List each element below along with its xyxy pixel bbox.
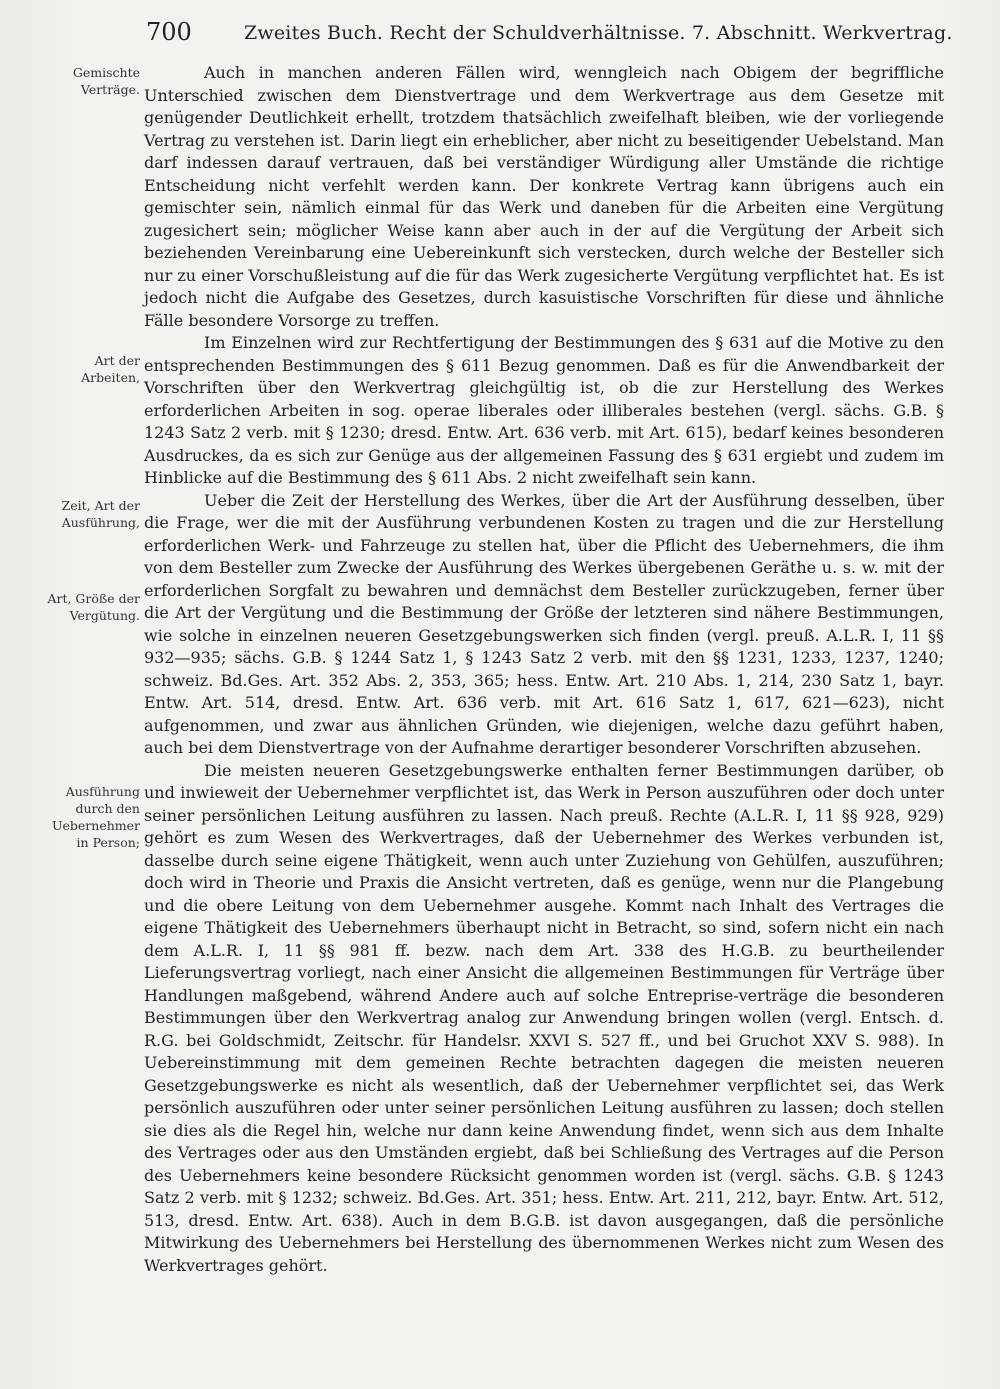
- margin-note-art-groesse-verguetung: Art, Größe der Vergütung.: [47, 591, 140, 623]
- paragraph-type-of-work: Im Einzelnen wird zur Rechtfertigung der Bestimmungen des § 631 auf die Motive zu den entsprechenden Bestimmungen des § 611 Bezug genommen. Daß es für die Anwendbarkeit der Vorschriften über den Werkvertrag gleichgültig ist, ob die zur Herstellung des Werkes erforderlichen Arbeiten in sog. operae liberales oder illiberales bestehen (vergl. sächs. G.B. § 1243 Satz 2 verb. mit § 1230; dresd. Entw. Art. 636 verb. mit Art. 615), bedarf keines besonderen Ausdruckes, da es sich zur Genüge aus der allgemeinen Fassung des § 631 ergiebt und zudem im Hinblicke auf die Bestimmung des § 611 Abs. 2 nicht zweifelhaft sein kann.: [144, 333, 944, 487]
- page-number: 700: [146, 18, 192, 46]
- paragraph-mixed-contracts: Auch in manchen anderen Fällen wird, wenngleich nach Obigem der begriffliche Unterschied zwischen dem Dienstvertrage und dem Werkvertrage aus dem Gesetze mit genügender Deutlichkeit erhellt, trotzdem thatsächlich zweifelhaft bleiben, wie der vorliegende Vertrag zu verstehen ist. Darin liegt ein erheblicher, aber nicht zu beseitigender Uebelstand. Man darf indessen darauf vertrauen, daß bei verständiger Würdigung aller Umstände die richtige Entscheidung nicht verfehlt werden kann. Der konkrete Vertrag kann übrigens auch ein gemischter sein, nämlich einmal für das Werk und daneben für die Arbeiten eine Vergütung zugesichert sein; möglicher Weise kann aber auch in der auf die Vergütung der Arbeit sich beziehenden Vereinbarung eine Uebereinkunft sich verstecken, durch welche der Besteller sich nur zu einer Vorschußleistung auf die für das Werk zugesicherte Vergütung verpflichtet hat. Es ist jedoch nicht die Aufgabe des Gesetzes, durch kasuistische Vorschriften für diese und ähnliche Fälle besondere Vorsorge zu treffen.: [144, 63, 944, 330]
- margin-note-art-der-arbeiten: Art der Arbeiten,: [81, 353, 140, 385]
- body-text: [144, 62, 944, 1277]
- page-header: [0, 18, 1000, 58]
- margin-note-gemischte-vertraege: Gemischte Verträge.: [72, 65, 140, 97]
- paragraph-time-manner-remuneration: Ueber die Zeit der Herstellung des Werkes, über die Art der Ausführung desselben, über die Frage, wer die mit der Ausführung verbundenen Kosten zu tragen und die zur Herstellung erforderlichen Werk- und Fahrzeuge zu stellen hat, über die Pflicht des Uebernehmers, die ihm von dem Besteller zum Zwecke der Ausführung des Werkes übergebenen Geräthe u. s. w. mit der erforderlichen Sorgfalt zu bewahren und demnächst dem Besteller zurückzugeben, ferner über die Art der Vergütung und die Bestimmung der Größe der letzteren sind nähere Bestimmungen, wie solche in einzelnen neueren Gesetzgebungswerken sich finden (vergl. preuß. A.L.R. I, 11 §§ 932—935; sächs. G.B. § 1244 Satz 1, § 1243 Satz 2 verb. mit den §§ 1231, 1233, 1237, 1240; schweiz. Bd.Ges. Art. 352 Abs. 2, 353, 365; hess. Entw. Art. 210 Abs. 1, 214, 230 Satz 1, bayr. Entw. Art. 514, dresd. Entw. Art. 636 verb. mit Art. 616 Satz 1, 617, 621—623), nicht aufgenommen, und zwar aus ähnlichen Gründen, wie diejenigen, welche dazu geführt haben, auch bei dem Dienstvertrage von der Aufnahme derartiger besonderer Vorschriften abzusehen.: [144, 490, 944, 757]
- paragraph-personal-performance: Die meisten neueren Gesetzgebungswerke enthalten ferner Bestimmungen darüber, ob und inwieweit der Uebernehmer verpflichtet ist, das Werk in Person auszuführen oder doch unter seiner persönlichen Leitung ausführen zu lassen. Nach preuß. Rechte (A.L.R. I, 11 §§ 928, 929) gehört es zum Wesen des Werkvertrages, daß der Uebernehmer des Werkes verbunden ist, dasselbe durch seine eigene Thätigkeit, wenn auch unter Zuziehung von Gehülfen, auszuführen; doch wird in Theorie und Praxis die Ansicht vertreten, daß es genüge, wenn nur die Plangebung und die obere Leitung von dem Uebernehmer ausgehe. Kommt nach Inhalt des Vertrages die eigene Thätigkeit des Uebernehmers überhaupt nicht in Betracht, so sind, sofern nicht ein nach dem A.L.R. I, 11 §§ 981 ff. bezw. nach dem Art. 338 des H.G.B. zu beurtheilender Lieferungsvertrag vorliegt, nach einer Ansicht die allgemeinen Bestimmungen für Verträge über Handlungen maßgebend, während Andere auch auf solche Entreprise-verträge die besonderen Bestimmungen über den Werkvertrag analog zur Anwendung bringen wollen (vergl. Entsch. d. R.G. bei Goldschmidt, Zeitschr. für Handelsr. XXVI S. 527 ff., und bei Gruchot XXV S. 988). In Uebereinstimmung mit dem gemeinen Rechte betrachten dagegen die meisten neueren Gesetzgebungswerke es nicht als wesentlich, daß der Uebernehmer verpflichtet sei, das Werk persönlich auszuführen oder unter seiner persönlichen Leitung ausführen zu lassen; doch stellen sie dies als die Regel hin, welche nur dann keine Anwendung findet, wenn sich aus dem Inhalte des Vertrages oder aus den Umständen ergiebt, daß bei Schließung des Vertrages auf die Person des Uebernehmers keine besondere Rücksicht genommen worden ist (vergl. sächs. G.B. § 1243 Satz 2 verb. mit § 1232; schweiz. Bd.Ges. Art. 351; hess. Entw. Art. 211, 212, bayr. Entw. Art. 512, 513, dresd. Entw. Art. 638). Auch in dem B.G.B. ist davon ausgegangen, daß die persönliche Mitwirkung des Uebernehmers bei Herstellung des übernommenen Werkes nicht zum Wesen des Werkvertrages gehört.: [144, 760, 944, 1275]
- margin-note-zeit-art-ausfuehrung: Zeit, Art der Ausführung,: [61, 498, 140, 530]
- running-head: Zweites Buch. Recht der Schuldverhältnisse. 7. Abschnitt. Werkvertrag.: [244, 22, 953, 44]
- margin-note-ausfuehrung-in-person: Ausführung durch den Uebernehmer in Person;: [51, 784, 140, 850]
- margin-notes: [0, 0, 140, 1389]
